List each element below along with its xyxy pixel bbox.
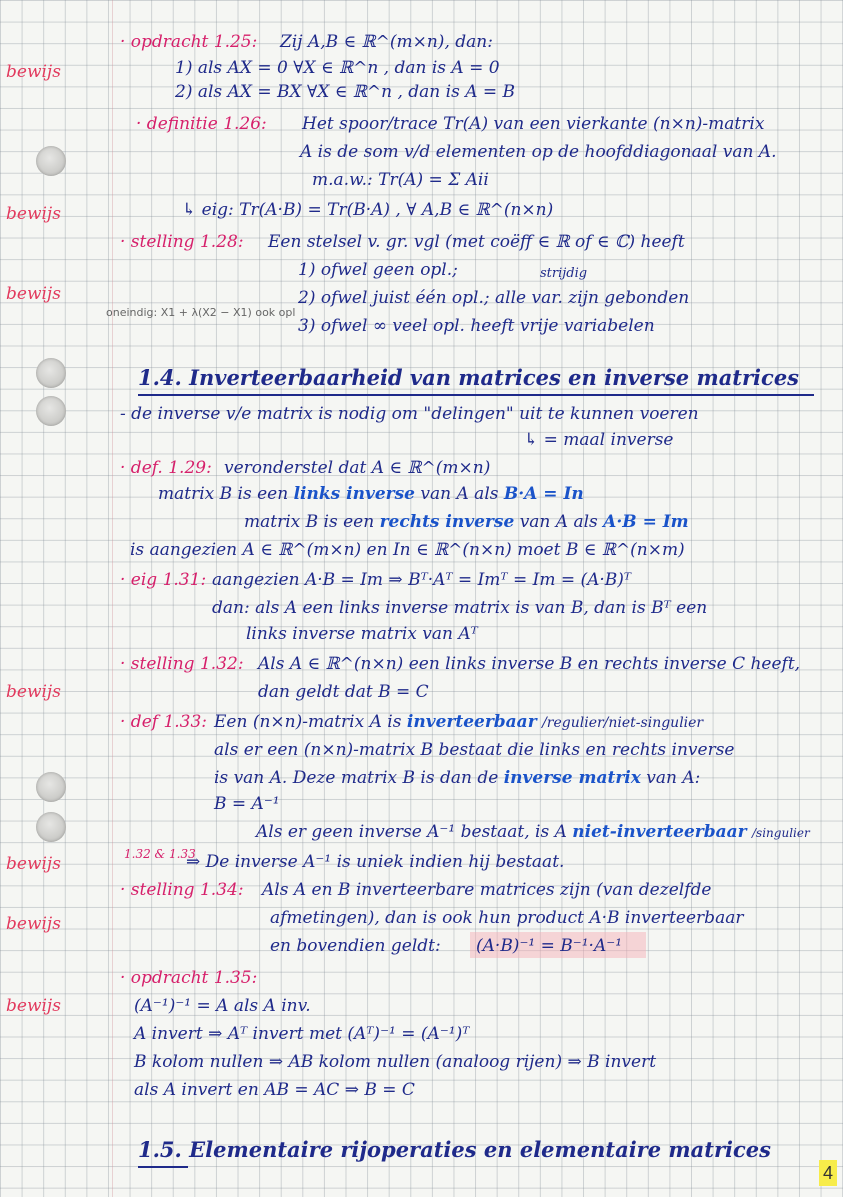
- theorem-label: · stelling 1.34:: [120, 880, 244, 900]
- binder-hole: [36, 396, 66, 426]
- note-line: als A invert en AB = AC ⇒ B = C: [134, 1080, 415, 1100]
- note-line: 2) als AX = BX ∀X ∈ ℝ^n , dan is A = B: [175, 82, 516, 102]
- highlight-term: inverse matrix: [503, 768, 641, 788]
- definition-label: · def 1.33:: [120, 712, 208, 732]
- note-line: [214, 712, 703, 733]
- section-heading: 1.5. Elementaire rijoperaties en elementaire matrices: [138, 1137, 771, 1162]
- note-line: A invert ⇒ Aᵀ invert met (Aᵀ)⁻¹ = (A⁻¹)ᵀ: [134, 1024, 470, 1044]
- heading-underline: [138, 1166, 188, 1168]
- note-line: (A⁻¹)⁻¹ = A als A inv.: [134, 996, 311, 1016]
- note-line: ↳ eig: Tr(A·B) = Tr(B·A) , ∀ A,B ∈ ℝ^(n×n): [182, 200, 554, 220]
- highlight-formula: B·A = In: [503, 484, 584, 504]
- margin-note-bewijs: bewijs: [6, 204, 61, 224]
- note-line: dan: als A een links inverse matrix is van B, dan is Bᵀ een: [212, 598, 708, 618]
- text-run: Een (n×n)-matrix A is: [214, 712, 402, 732]
- note-line: links inverse matrix van Aᵀ: [246, 624, 478, 644]
- section-heading: 1.4. Inverteerbaarheid van matrices en inverse matrices: [138, 365, 800, 390]
- text-run: van A:: [646, 768, 701, 788]
- highlight-term: links inverse: [293, 484, 415, 504]
- note-line: 3) ofwel ∞ veel opl. heeft vrije variabelen: [298, 316, 655, 336]
- note-line: strijdig: [540, 266, 588, 281]
- binder-hole: [36, 772, 66, 802]
- margin-note-bewijs: bewijs: [6, 996, 61, 1016]
- note-line: afmetingen), dan is ook hun product A·B inverteerbaar: [270, 908, 744, 928]
- text-run: /regulier/niet-singulier: [542, 715, 704, 731]
- note-line: A is de som v/d elementen op de hoofddiagonaal van A.: [300, 142, 777, 162]
- note-line: veronderstel dat A ∈ ℝ^(m×n): [224, 458, 491, 478]
- margin-note-bewijs: bewijs: [6, 854, 61, 874]
- note-line: B = A⁻¹: [214, 794, 280, 814]
- heading-underline: [138, 394, 814, 396]
- note-line: [256, 822, 810, 843]
- note-line: Als A ∈ ℝ^(n×n) een links inverse B en rechts inverse C heeft,: [258, 654, 801, 674]
- note-line: 1) ofwel geen opl.;: [298, 260, 458, 280]
- side-note: oneindig: X1 + λ(X2 − X1) ook opl: [106, 306, 296, 319]
- text-run: matrix B is een: [244, 512, 375, 532]
- text-run: matrix B is een: [158, 484, 289, 504]
- page-number: 4: [819, 1160, 837, 1186]
- note-line: B kolom nullen ⇒ AB kolom nullen (analoog rijen) ⇒ B invert: [134, 1052, 657, 1072]
- note-line: Een stelsel v. gr. vgl (met coëff ∈ ℝ of ∈ ℂ) heeft: [268, 232, 685, 252]
- note-line: - de inverse v/e matrix is nodig om "delingen" uit te kunnen voeren: [120, 404, 699, 424]
- theorem-label: · stelling 1.28:: [120, 232, 244, 252]
- margin-note-bewijs: bewijs: [6, 682, 61, 702]
- definition-label: · definitie 1.26:: [136, 114, 267, 134]
- note-line: [244, 512, 689, 532]
- margin-note-bewijs: bewijs: [6, 914, 61, 934]
- margin-line: [112, 0, 113, 1197]
- note-line: en bovendien geldt:: [270, 936, 441, 956]
- note-line: 2) ofwel juist één opl.; alle var. zijn gebonden: [298, 288, 690, 308]
- highlight-formula: A·B = Im: [603, 512, 689, 532]
- definition-label: · def. 1.29:: [120, 458, 212, 478]
- note-line: Zij A,B ∈ ℝ^(m×n), dan:: [280, 32, 493, 52]
- note-line: is aangezien A ∈ ℝ^(m×n) en In ∈ ℝ^(n×n) moet B ∈ ℝ^(n×m): [130, 540, 685, 560]
- note-line: aangezien A·B = Im ⇒ Bᵀ·Aᵀ = Imᵀ = Im = (A·B)ᵀ: [212, 570, 632, 590]
- binder-hole: [36, 358, 66, 388]
- note-line: [158, 484, 584, 504]
- formula: (A·B)⁻¹ = B⁻¹·A⁻¹: [476, 936, 623, 956]
- margin-note-bewijs: bewijs: [6, 284, 61, 304]
- note-line: ⇒ De inverse A⁻¹ is uniek indien hij bestaat.: [186, 852, 565, 872]
- binder-hole: [36, 146, 66, 176]
- note-line: als er een (n×n)-matrix B bestaat die links en rechts inverse: [214, 740, 735, 760]
- highlight-term: niet-inverteerbaar: [572, 822, 747, 842]
- note-line: 1) als AX = 0 ∀X ∈ ℝ^n , dan is A = 0: [175, 58, 500, 78]
- note-line: dan geldt dat B = C: [258, 682, 429, 702]
- text-run: is van A. Deze matrix B is dan de: [214, 768, 499, 788]
- note-line: Het spoor/trace Tr(A) van een vierkante (n×n)-matrix: [302, 114, 765, 134]
- note-line: [214, 768, 700, 788]
- margin-note-bewijs: bewijs: [6, 62, 61, 82]
- property-label: · eig 1.31:: [120, 570, 207, 590]
- text-run: /singulier: [752, 826, 810, 840]
- text-run: van A als: [420, 484, 499, 504]
- highlight-term: inverteerbaar: [406, 712, 537, 732]
- note-line: ↳ = maal inverse: [524, 430, 674, 450]
- text-run: Als er geen inverse A⁻¹ bestaat, is A: [256, 822, 567, 842]
- text-run: van A als: [519, 512, 598, 532]
- note-line: Als A en B inverteerbare matrices zijn (van dezelfde: [262, 880, 712, 900]
- highlight-term: rechts inverse: [379, 512, 515, 532]
- theorem-label: · stelling 1.32:: [120, 654, 244, 674]
- reference-note: 1.32 & 1.33: [124, 847, 196, 861]
- opdracht-label: · opdracht 1.25:: [120, 32, 258, 52]
- opdracht-label: · opdracht 1.35:: [120, 968, 258, 988]
- binder-hole: [36, 812, 66, 842]
- note-line: m.a.w.: Tr(A) = Σ Aii: [312, 170, 489, 190]
